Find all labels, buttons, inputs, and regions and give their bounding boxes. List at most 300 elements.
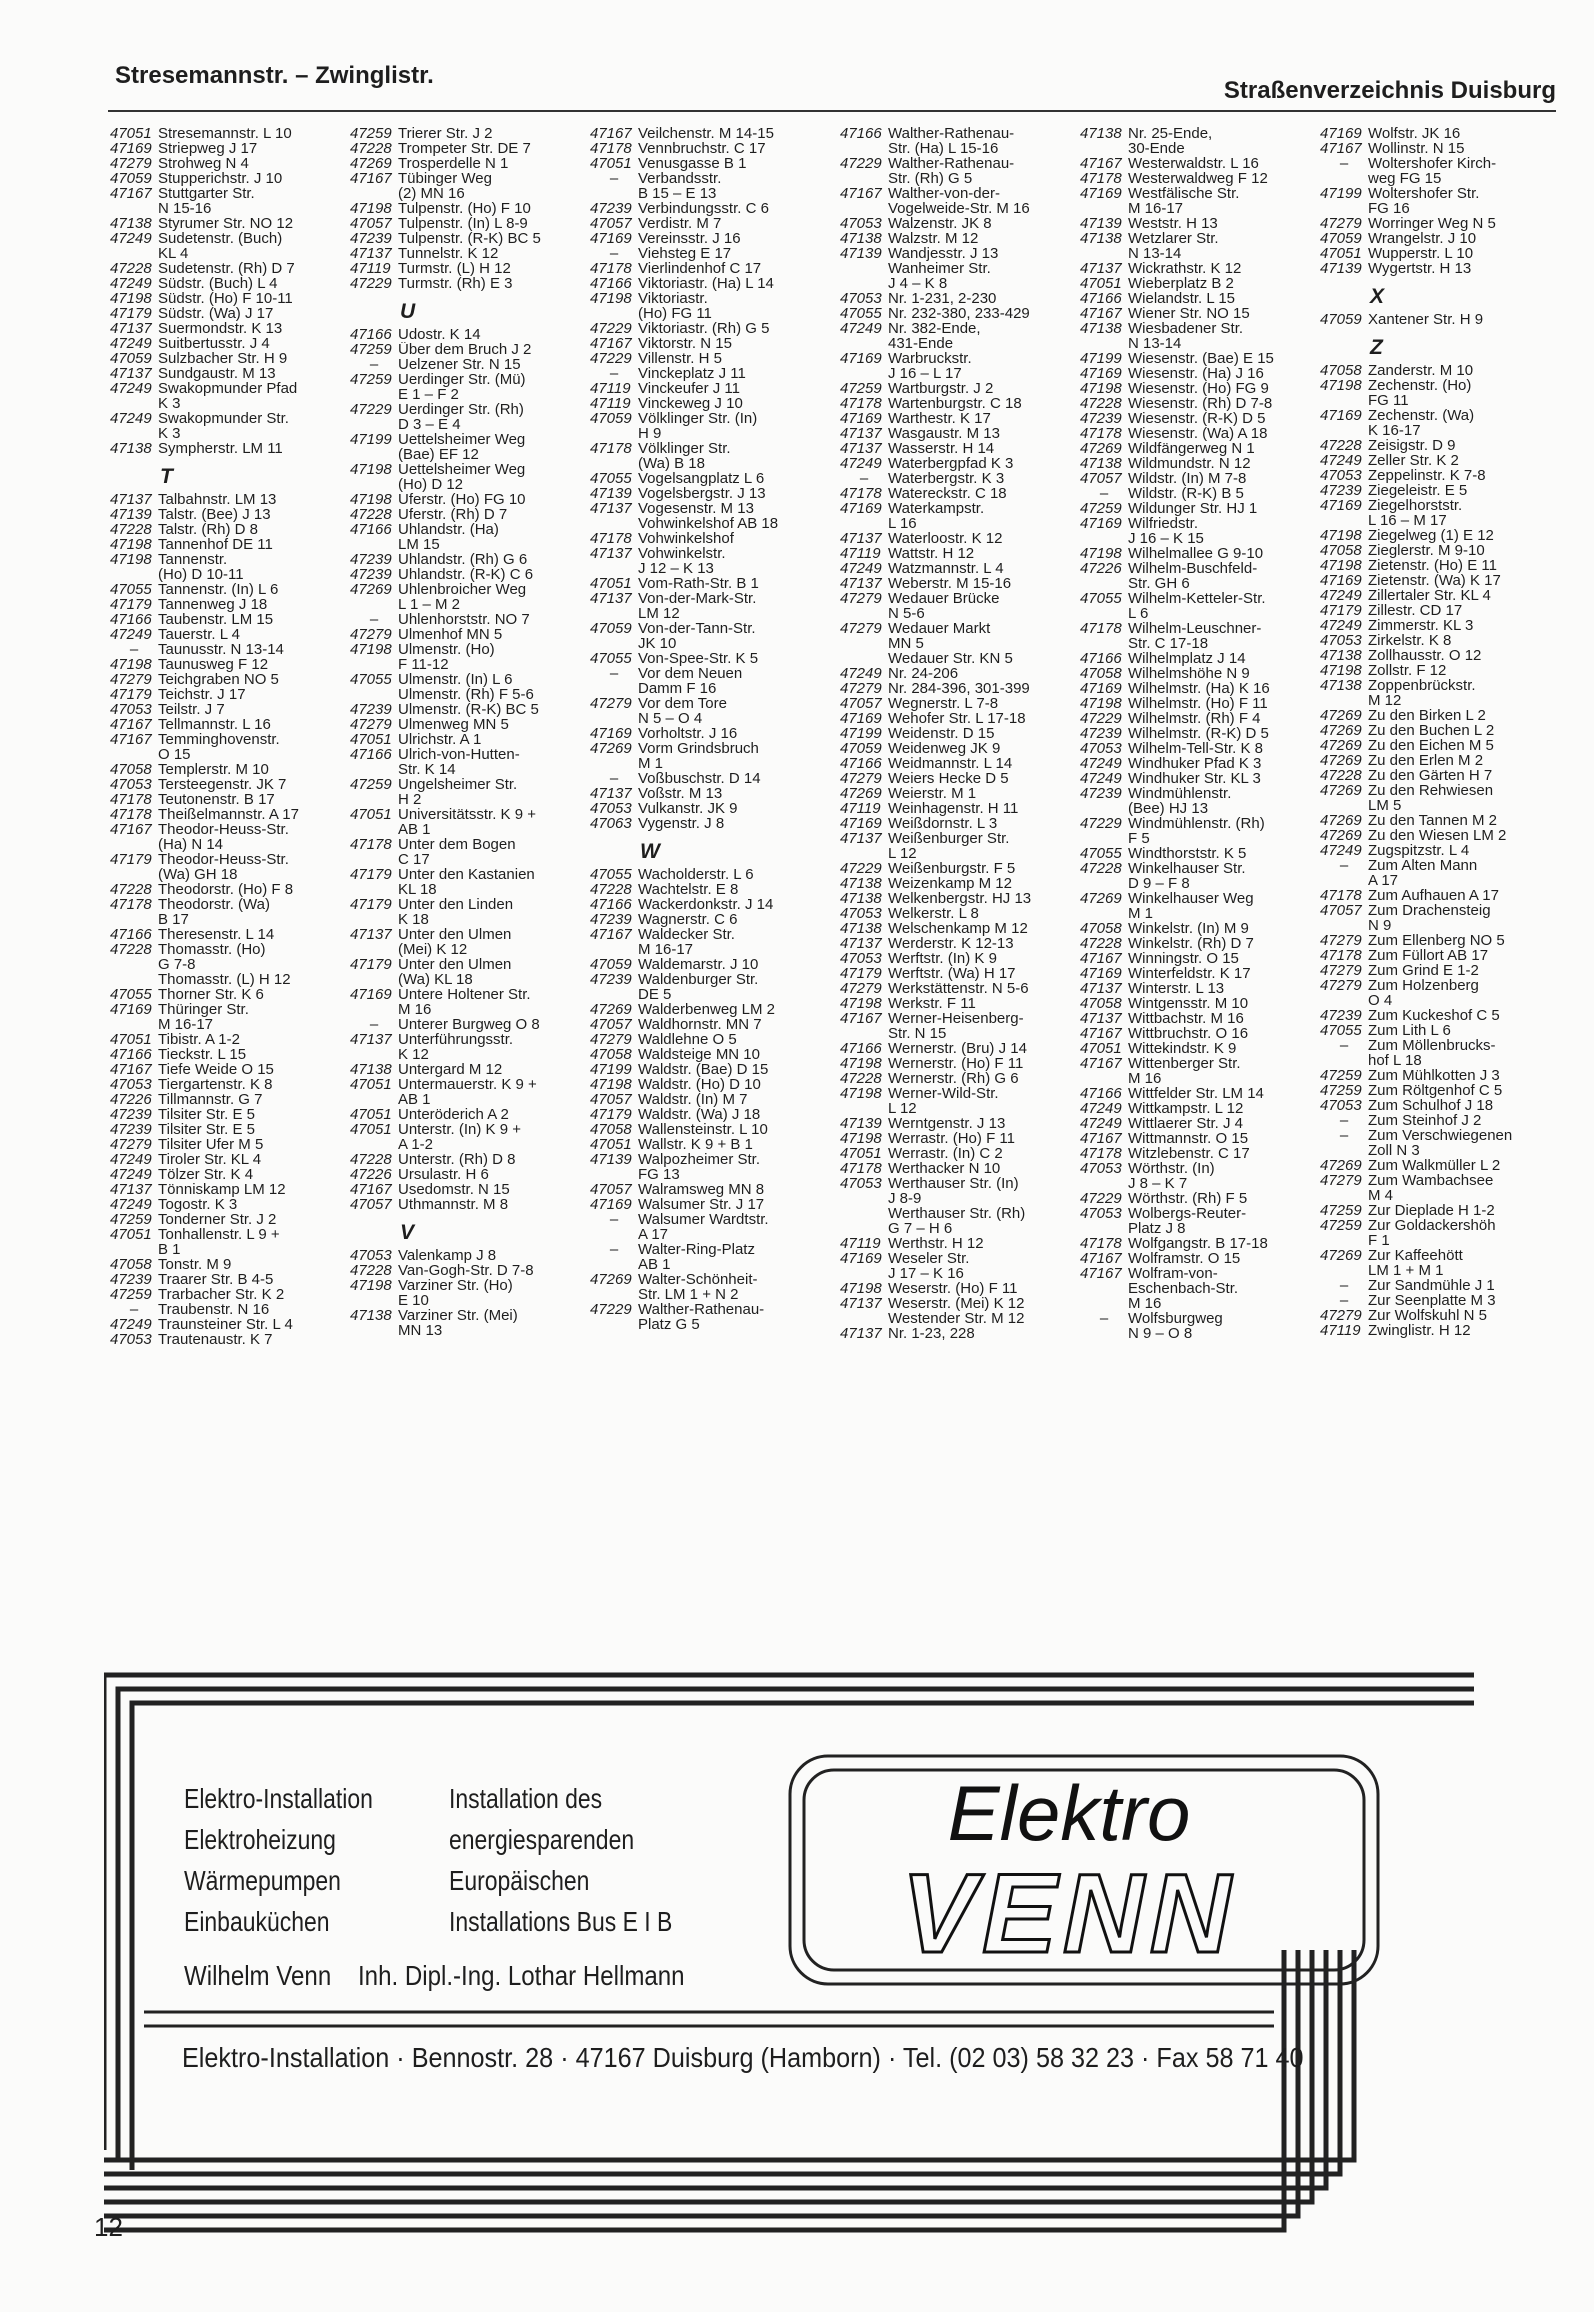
- postal-code: 47269: [1320, 753, 1362, 768]
- postal-code: 47226: [110, 1092, 152, 1107]
- street-name: FG 13: [638, 1167, 680, 1182]
- street-name: Wilhelmstr. (Ha) K 16: [1128, 681, 1270, 696]
- postal-code: 47138: [1320, 678, 1362, 693]
- street-name: Zur Wolfskuhl N 5: [1368, 1308, 1487, 1323]
- street-name: B 15 – E 13: [638, 186, 717, 201]
- street-entry: [110, 792, 346, 807]
- street-entry: [1080, 741, 1316, 756]
- street-entry: [840, 546, 1076, 561]
- postal-code: 47178: [1320, 948, 1362, 963]
- street-entry: [1320, 468, 1556, 483]
- street-name: Verbindungsstr. C 6: [638, 201, 769, 216]
- street-entry: [110, 762, 346, 777]
- street-entry: [840, 1086, 1076, 1101]
- street-name: M 16-17: [158, 1017, 214, 1032]
- postal-code: 47239: [350, 702, 392, 717]
- postal-code: 47228: [1320, 438, 1362, 453]
- postal-code: 47228: [840, 1071, 882, 1086]
- postal-code: 47057: [1080, 471, 1122, 486]
- street-entry: [110, 717, 346, 732]
- street-name: M 16-17: [638, 942, 694, 957]
- street-name: Waterloostr. K 12: [888, 531, 1003, 546]
- street-name: J 4 – K 8: [888, 276, 948, 291]
- street-name: Werntgenstr. J 13: [888, 1116, 1006, 1131]
- postal-code: 47279: [840, 981, 882, 996]
- postal-code: 47053: [1080, 1161, 1122, 1176]
- postal-code: 47179: [1320, 603, 1362, 618]
- street-name: Nr. 284-396, 301-399: [888, 681, 1030, 696]
- street-entry: [590, 531, 826, 546]
- street-entry: [840, 411, 1076, 426]
- street-name: Trierer Str. J 2: [398, 126, 493, 141]
- street-entry: [840, 471, 1076, 486]
- postal-code: 47249: [840, 321, 882, 336]
- street-name: Zimmerstr. KL 3: [1368, 618, 1474, 633]
- street-entry: [590, 1227, 826, 1242]
- street-entry: [110, 1287, 346, 1302]
- postal-code: 47167: [1080, 1251, 1122, 1266]
- street-entry: [1080, 126, 1316, 141]
- street-entry: [350, 597, 586, 612]
- street-name: Werftstr. (Wa) H 17: [888, 966, 1016, 981]
- postal-code: 47249: [110, 1317, 152, 1332]
- street-entry: [840, 846, 1076, 861]
- postal-code: 47199: [1080, 351, 1122, 366]
- street-entry: [110, 837, 346, 852]
- postal-code: 47269: [1320, 1248, 1362, 1263]
- street-entry: [350, 1167, 586, 1182]
- street-name: Werthstr. H 12: [888, 1236, 984, 1251]
- postal-code: 47249: [840, 561, 882, 576]
- street-entry: [1320, 783, 1556, 798]
- street-entry: [350, 807, 586, 822]
- postal-code: 47249: [1080, 771, 1122, 786]
- street-name: Wolframstr. O 15: [1128, 1251, 1241, 1266]
- postal-code: 47259: [1080, 501, 1122, 516]
- postal-code: 47167: [110, 822, 152, 837]
- postal-code: 47058: [1080, 666, 1122, 681]
- street-entry: [1320, 738, 1556, 753]
- street-name: Weißdornstr. L 3: [888, 816, 998, 831]
- postal-code: 47137: [110, 492, 152, 507]
- street-name: Zum Röltgenhof C 5: [1368, 1083, 1503, 1098]
- postal-code: 47169: [1080, 516, 1122, 531]
- street-entry: [110, 507, 346, 522]
- street-entry: [350, 852, 586, 867]
- street-entry: [1320, 1293, 1556, 1308]
- street-entry: [110, 1017, 346, 1032]
- street-name: Welkerstr. L 8: [888, 906, 979, 921]
- street-entry: [1320, 543, 1556, 558]
- postal-code: 47169: [1080, 966, 1122, 981]
- ad-contact: Elektro-Installation · Bennostr. 28 · 47167 Duisburg (Hamborn) · Tel. (02 03) 58 32 23 · Fax 58 71 40: [182, 2042, 1304, 2073]
- street-entry: [1320, 453, 1556, 468]
- postal-code: 47178: [350, 837, 392, 852]
- street-name: Taunusstr. N 13-14: [158, 642, 284, 657]
- street-name: Wartburgstr. J 2: [888, 381, 994, 396]
- street-entry: [1080, 336, 1316, 351]
- postal-code: –: [609, 771, 619, 786]
- street-entry: [110, 912, 346, 927]
- street-name: Wilhelmstr. (Rh) F 4: [1128, 711, 1261, 726]
- street-name: Wiesenstr. (Wa) A 18: [1128, 426, 1268, 441]
- street-entry: [840, 1011, 1076, 1026]
- street-name: B 17: [158, 912, 189, 927]
- street-name: Togostr. K 3: [158, 1197, 238, 1212]
- street-name: Untermauerstr. K 9 +: [398, 1077, 537, 1092]
- street-name: M 1: [638, 756, 664, 771]
- street-name: D 3 – E 4: [398, 417, 461, 432]
- street-entry: [350, 402, 586, 417]
- street-entry: [110, 552, 346, 567]
- postal-code: 47137: [1080, 261, 1122, 276]
- street-name: J 16 – L 17: [888, 366, 962, 381]
- street-name: Eschenbach-Str.: [1128, 1281, 1239, 1296]
- postal-code: 47198: [590, 1077, 632, 1092]
- street-entry: [350, 672, 586, 687]
- postal-code: 47057: [350, 1197, 392, 1212]
- street-entry: [110, 927, 346, 942]
- street-entry: [590, 1017, 826, 1032]
- street-name: Waldlehne O 5: [638, 1032, 737, 1047]
- postal-code: 47055: [1080, 591, 1122, 606]
- street-entry: [590, 1167, 826, 1182]
- postal-code: 47178: [110, 897, 152, 912]
- street-entry: [1320, 1263, 1556, 1278]
- street-name: Witzlebenstr. C 17: [1128, 1146, 1250, 1161]
- street-name: Zu den Buchen L 2: [1368, 723, 1495, 738]
- postal-code: 47249: [1080, 1101, 1122, 1116]
- street-name: Waldemarstr. J 10: [638, 957, 759, 972]
- street-entry: [840, 681, 1076, 696]
- street-entry: [1320, 873, 1556, 888]
- postal-code: 47167: [1080, 1131, 1122, 1146]
- street-name: Teilstr. J 7: [158, 702, 225, 717]
- street-entry: [840, 876, 1076, 891]
- street-name: Ulmenstr. (Ho): [398, 642, 495, 657]
- postal-code: –: [129, 1302, 139, 1317]
- postal-code: 47228: [110, 261, 152, 276]
- street-name: L 12: [888, 1101, 917, 1116]
- street-name: Wilhelm-Leuschner-: [1128, 621, 1262, 636]
- postal-code: 47178: [1080, 621, 1122, 636]
- street-name: M 16-17: [1128, 201, 1184, 216]
- street-entry: [1080, 1011, 1316, 1026]
- street-entry: [590, 1197, 826, 1212]
- street-name: Stresemannstr. L 10: [158, 126, 292, 141]
- postal-code: 47198: [840, 996, 882, 1011]
- street-entry: [110, 1002, 346, 1017]
- postal-code: –: [369, 612, 379, 627]
- street-name: FG 16: [1368, 201, 1410, 216]
- street-name: Traarer Str. B 4-5: [158, 1272, 274, 1287]
- street-name: L 12: [888, 846, 917, 861]
- street-entry: [350, 261, 586, 276]
- street-name: L 16 – M 17: [1368, 513, 1447, 528]
- postal-code: 47138: [840, 231, 882, 246]
- street-name: LM 5: [1368, 798, 1402, 813]
- street-name: L 16: [888, 516, 917, 531]
- street-name: Taunusweg F 12: [158, 657, 269, 672]
- street-entry: [590, 126, 826, 141]
- street-entry: [590, 216, 826, 231]
- street-name: Worringer Weg N 5: [1368, 216, 1496, 231]
- postal-code: 47139: [590, 1152, 632, 1167]
- street-name: Wörthstr. (Rh) F 5: [1128, 1191, 1248, 1206]
- postal-code: 47167: [1080, 306, 1122, 321]
- street-entry: [590, 786, 826, 801]
- postal-code: 47178: [1080, 1146, 1122, 1161]
- street-entry: [1080, 1086, 1316, 1101]
- street-name: Walter-Schönheit-: [638, 1272, 758, 1287]
- postal-code: 47053: [110, 1332, 152, 1347]
- street-entry: [1080, 201, 1316, 216]
- street-name: JK 10: [638, 636, 677, 651]
- street-name: Platz G 5: [638, 1317, 700, 1332]
- street-entry: [590, 501, 826, 516]
- postal-code: 47198: [1320, 528, 1362, 543]
- postal-code: 47169: [350, 987, 392, 1002]
- street-name: Wehofer Str. L 17-18: [888, 711, 1026, 726]
- street-name: Uferstr. (Rh) D 7: [398, 507, 508, 522]
- street-name: Talbahnstr. LM 13: [158, 492, 277, 507]
- street-name: Tonstr. M 9: [158, 1257, 232, 1272]
- street-name: Voßstr. M 13: [638, 786, 723, 801]
- street-entry: [840, 186, 1076, 201]
- street-entry: [110, 1302, 346, 1317]
- street-name: Zu den Eichen M 5: [1368, 738, 1494, 753]
- street-entry: [840, 576, 1076, 591]
- street-entry: [110, 186, 346, 201]
- street-entry: [840, 621, 1076, 636]
- postal-code: 47228: [350, 1263, 392, 1278]
- street-name: Teichstr. J 17: [158, 687, 246, 702]
- street-entry: [110, 336, 346, 351]
- street-entry: [1080, 1176, 1316, 1191]
- street-entry: [110, 261, 346, 276]
- street-entry: [1320, 978, 1556, 993]
- street-entry: [110, 1167, 346, 1182]
- street-entry: [1080, 996, 1316, 1011]
- postal-code: 47139: [590, 486, 632, 501]
- street-entry: [110, 366, 346, 381]
- street-name: Wilhelmshöhe N 9: [1128, 666, 1250, 681]
- street-name: Westfälische Str.: [1128, 186, 1240, 201]
- postal-code: 47119: [590, 396, 631, 411]
- street-name: Uhlenhorststr. NO 7: [398, 612, 530, 627]
- letter-heading: U: [400, 300, 416, 323]
- street-entry: [1080, 1266, 1316, 1281]
- street-entry: [840, 966, 1076, 981]
- postal-code: 47137: [590, 786, 632, 801]
- street-name: N 9 – O 8: [1128, 1326, 1193, 1341]
- postal-code: 47239: [110, 1107, 152, 1122]
- street-name: Vennbruchstr. C 17: [638, 141, 766, 156]
- street-entry: [350, 762, 586, 777]
- street-entry: [1080, 216, 1316, 231]
- street-entry: [840, 306, 1076, 321]
- street-name: Winkelstr. (In) M 9: [1128, 921, 1249, 936]
- postal-code: 47051: [350, 1122, 392, 1137]
- postal-code: 47199: [590, 1062, 632, 1077]
- postal-code: 47137: [590, 546, 632, 561]
- postal-code: 47259: [1320, 1218, 1362, 1233]
- postal-code: 47167: [590, 336, 632, 351]
- street-name: Zur Kaffeehött: [1368, 1248, 1463, 1263]
- street-name: Theodor-Heuss-Str.: [158, 852, 289, 867]
- street-entry: [350, 1092, 586, 1107]
- street-name: (Bee) HJ 13: [1128, 801, 1209, 816]
- street-name: Zum Lith L 6: [1368, 1023, 1451, 1038]
- street-entry: [1320, 918, 1556, 933]
- postal-code: 47279: [840, 771, 882, 786]
- street-entry: [1320, 1068, 1556, 1083]
- street-entry: [840, 1056, 1076, 1071]
- street-name: Winterstr. L 13: [1128, 981, 1225, 996]
- postal-code: 47055: [590, 651, 632, 666]
- street-entry: [110, 537, 346, 552]
- street-name: (Bae) EF 12: [398, 447, 479, 462]
- postal-code: 47198: [1080, 546, 1122, 561]
- postal-code: 47166: [110, 1047, 152, 1062]
- street-name: A 17: [638, 1227, 669, 1242]
- street-entry: [110, 141, 346, 156]
- postal-code: 47279: [110, 672, 152, 687]
- street-entry: [350, 1152, 586, 1167]
- logo-top-text: Elektro: [947, 1769, 1191, 1857]
- postal-code: 47055: [590, 471, 632, 486]
- street-entry: [350, 897, 586, 912]
- street-entry: [1080, 1116, 1316, 1131]
- postal-code: 47055: [1320, 1023, 1362, 1038]
- street-name: Zietenstr. (Ho) E 11: [1368, 558, 1497, 573]
- street-name: Weserstr. (Mei) K 12: [888, 1296, 1025, 1311]
- street-name: Zum Grind E 1-2: [1368, 963, 1479, 978]
- street-entry: [840, 1251, 1076, 1266]
- postal-code: 47229: [1080, 1191, 1122, 1206]
- street-name: Wittkampstr. L 12: [1128, 1101, 1244, 1116]
- street-name: Tiergartenstr. K 8: [158, 1077, 273, 1092]
- street-entry: [350, 747, 586, 762]
- street-name: K 3: [158, 396, 181, 411]
- street-name: Zugspitzstr. L 4: [1368, 843, 1470, 858]
- street-entry: [110, 882, 346, 897]
- street-name: Sympherstr. LM 11: [158, 441, 283, 456]
- street-entry: [350, 792, 586, 807]
- street-name: Wittbachstr. M 16: [1128, 1011, 1244, 1026]
- street-name: AB 1: [398, 1092, 431, 1107]
- street-name: A 1-2: [398, 1137, 434, 1152]
- street-name: Thorner Str. K 6: [158, 987, 264, 1002]
- street-entry: [840, 921, 1076, 936]
- postal-code: 47169: [110, 141, 152, 156]
- postal-code: 47059: [110, 351, 152, 366]
- street-entry: [350, 882, 586, 897]
- postal-code: 47239: [350, 552, 392, 567]
- street-name: (Ha) N 14: [158, 837, 224, 852]
- street-name: Uettelsheimer Weg: [398, 432, 526, 447]
- street-name: Wrangelstr. J 10: [1368, 231, 1477, 246]
- street-name: Str. N 15: [888, 1026, 947, 1041]
- street-entry: [1080, 1326, 1316, 1341]
- street-entry: [590, 411, 826, 426]
- postal-code: 47166: [590, 276, 632, 291]
- street-name: Tieckstr. L 15: [158, 1047, 247, 1062]
- street-name: Über dem Bruch J 2: [398, 342, 532, 357]
- street-name: (Ho) D 12: [398, 477, 464, 492]
- street-name: Vor dem Neuen: [638, 666, 743, 681]
- street-name: Wildunger Str. HJ 1: [1128, 501, 1258, 516]
- street-name: Vohwinkelstr.: [638, 546, 726, 561]
- postal-code: 47249: [110, 381, 152, 396]
- street-entry: [350, 462, 586, 477]
- index-column: [840, 126, 1076, 1341]
- street-entry: [1320, 798, 1556, 813]
- street-entry: [110, 1092, 346, 1107]
- postal-code: 47226: [1080, 561, 1122, 576]
- street-entry: [350, 357, 586, 372]
- street-entry: [1320, 723, 1556, 738]
- street-entry: [840, 216, 1076, 231]
- street-name: Von-der-Tann-Str.: [638, 621, 756, 636]
- postal-code: 47051: [350, 1077, 392, 1092]
- letter-heading: W: [640, 840, 660, 863]
- street-name: Wickrathstr. K 12: [1128, 261, 1242, 276]
- street-entry: [110, 276, 346, 291]
- street-entry: [1320, 573, 1556, 588]
- postal-code: 47198: [350, 462, 392, 477]
- postal-code: 47169: [590, 231, 632, 246]
- street-name: Wörthstr. (In): [1128, 1161, 1215, 1176]
- postal-code: 47198: [1320, 378, 1362, 393]
- street-entry: [1320, 618, 1556, 633]
- street-name: Voßbuschstr. D 14: [638, 771, 761, 786]
- street-name: Werner-Heisenberg-: [888, 1011, 1024, 1026]
- street-entry: [840, 1101, 1076, 1116]
- street-name: Wildmundstr. N 12: [1128, 456, 1251, 471]
- street-name: Werthauser Str. (Rh): [888, 1206, 1026, 1221]
- street-name: Wieberplatz B 2: [1128, 276, 1234, 291]
- postal-code: 47137: [840, 441, 882, 456]
- street-entry: [110, 201, 346, 216]
- street-name: Windmühlenstr.: [1128, 786, 1232, 801]
- street-name: Windhuker Pfad K 3: [1128, 756, 1262, 771]
- street-name: Untergard M 12: [398, 1062, 503, 1077]
- street-name: Wittekindstr. K 9: [1128, 1041, 1237, 1056]
- street-entry: [350, 276, 586, 291]
- street-entry: [590, 576, 826, 591]
- street-name: Watereckstr. C 18: [888, 486, 1007, 501]
- street-entry: [1080, 711, 1316, 726]
- street-name: Vygenstr. J 8: [638, 816, 725, 831]
- street-name: Wilhelm-Buschfeld-: [1128, 561, 1258, 576]
- postal-code: 47053: [110, 1077, 152, 1092]
- street-name: Tiefe Weide O 15: [158, 1062, 274, 1077]
- street-name: Winkelstr. (Rh) D 7: [1128, 936, 1254, 951]
- postal-code: 47119: [840, 801, 881, 816]
- street-name: Windmühlenstr. (Rh): [1128, 816, 1265, 831]
- street-entry: [840, 891, 1076, 906]
- postal-code: 47167: [840, 186, 882, 201]
- street-entry: [110, 321, 346, 336]
- street-entry: [840, 1116, 1076, 1131]
- street-name: Vogelsbergstr. J 13: [638, 486, 766, 501]
- postal-code: 47053: [350, 1248, 392, 1263]
- street-entry: [590, 681, 826, 696]
- street-name: Tonderner Str. J 2: [158, 1212, 277, 1227]
- street-name: Untere Holtener Str.: [398, 987, 531, 1002]
- postal-code: 47139: [840, 246, 882, 261]
